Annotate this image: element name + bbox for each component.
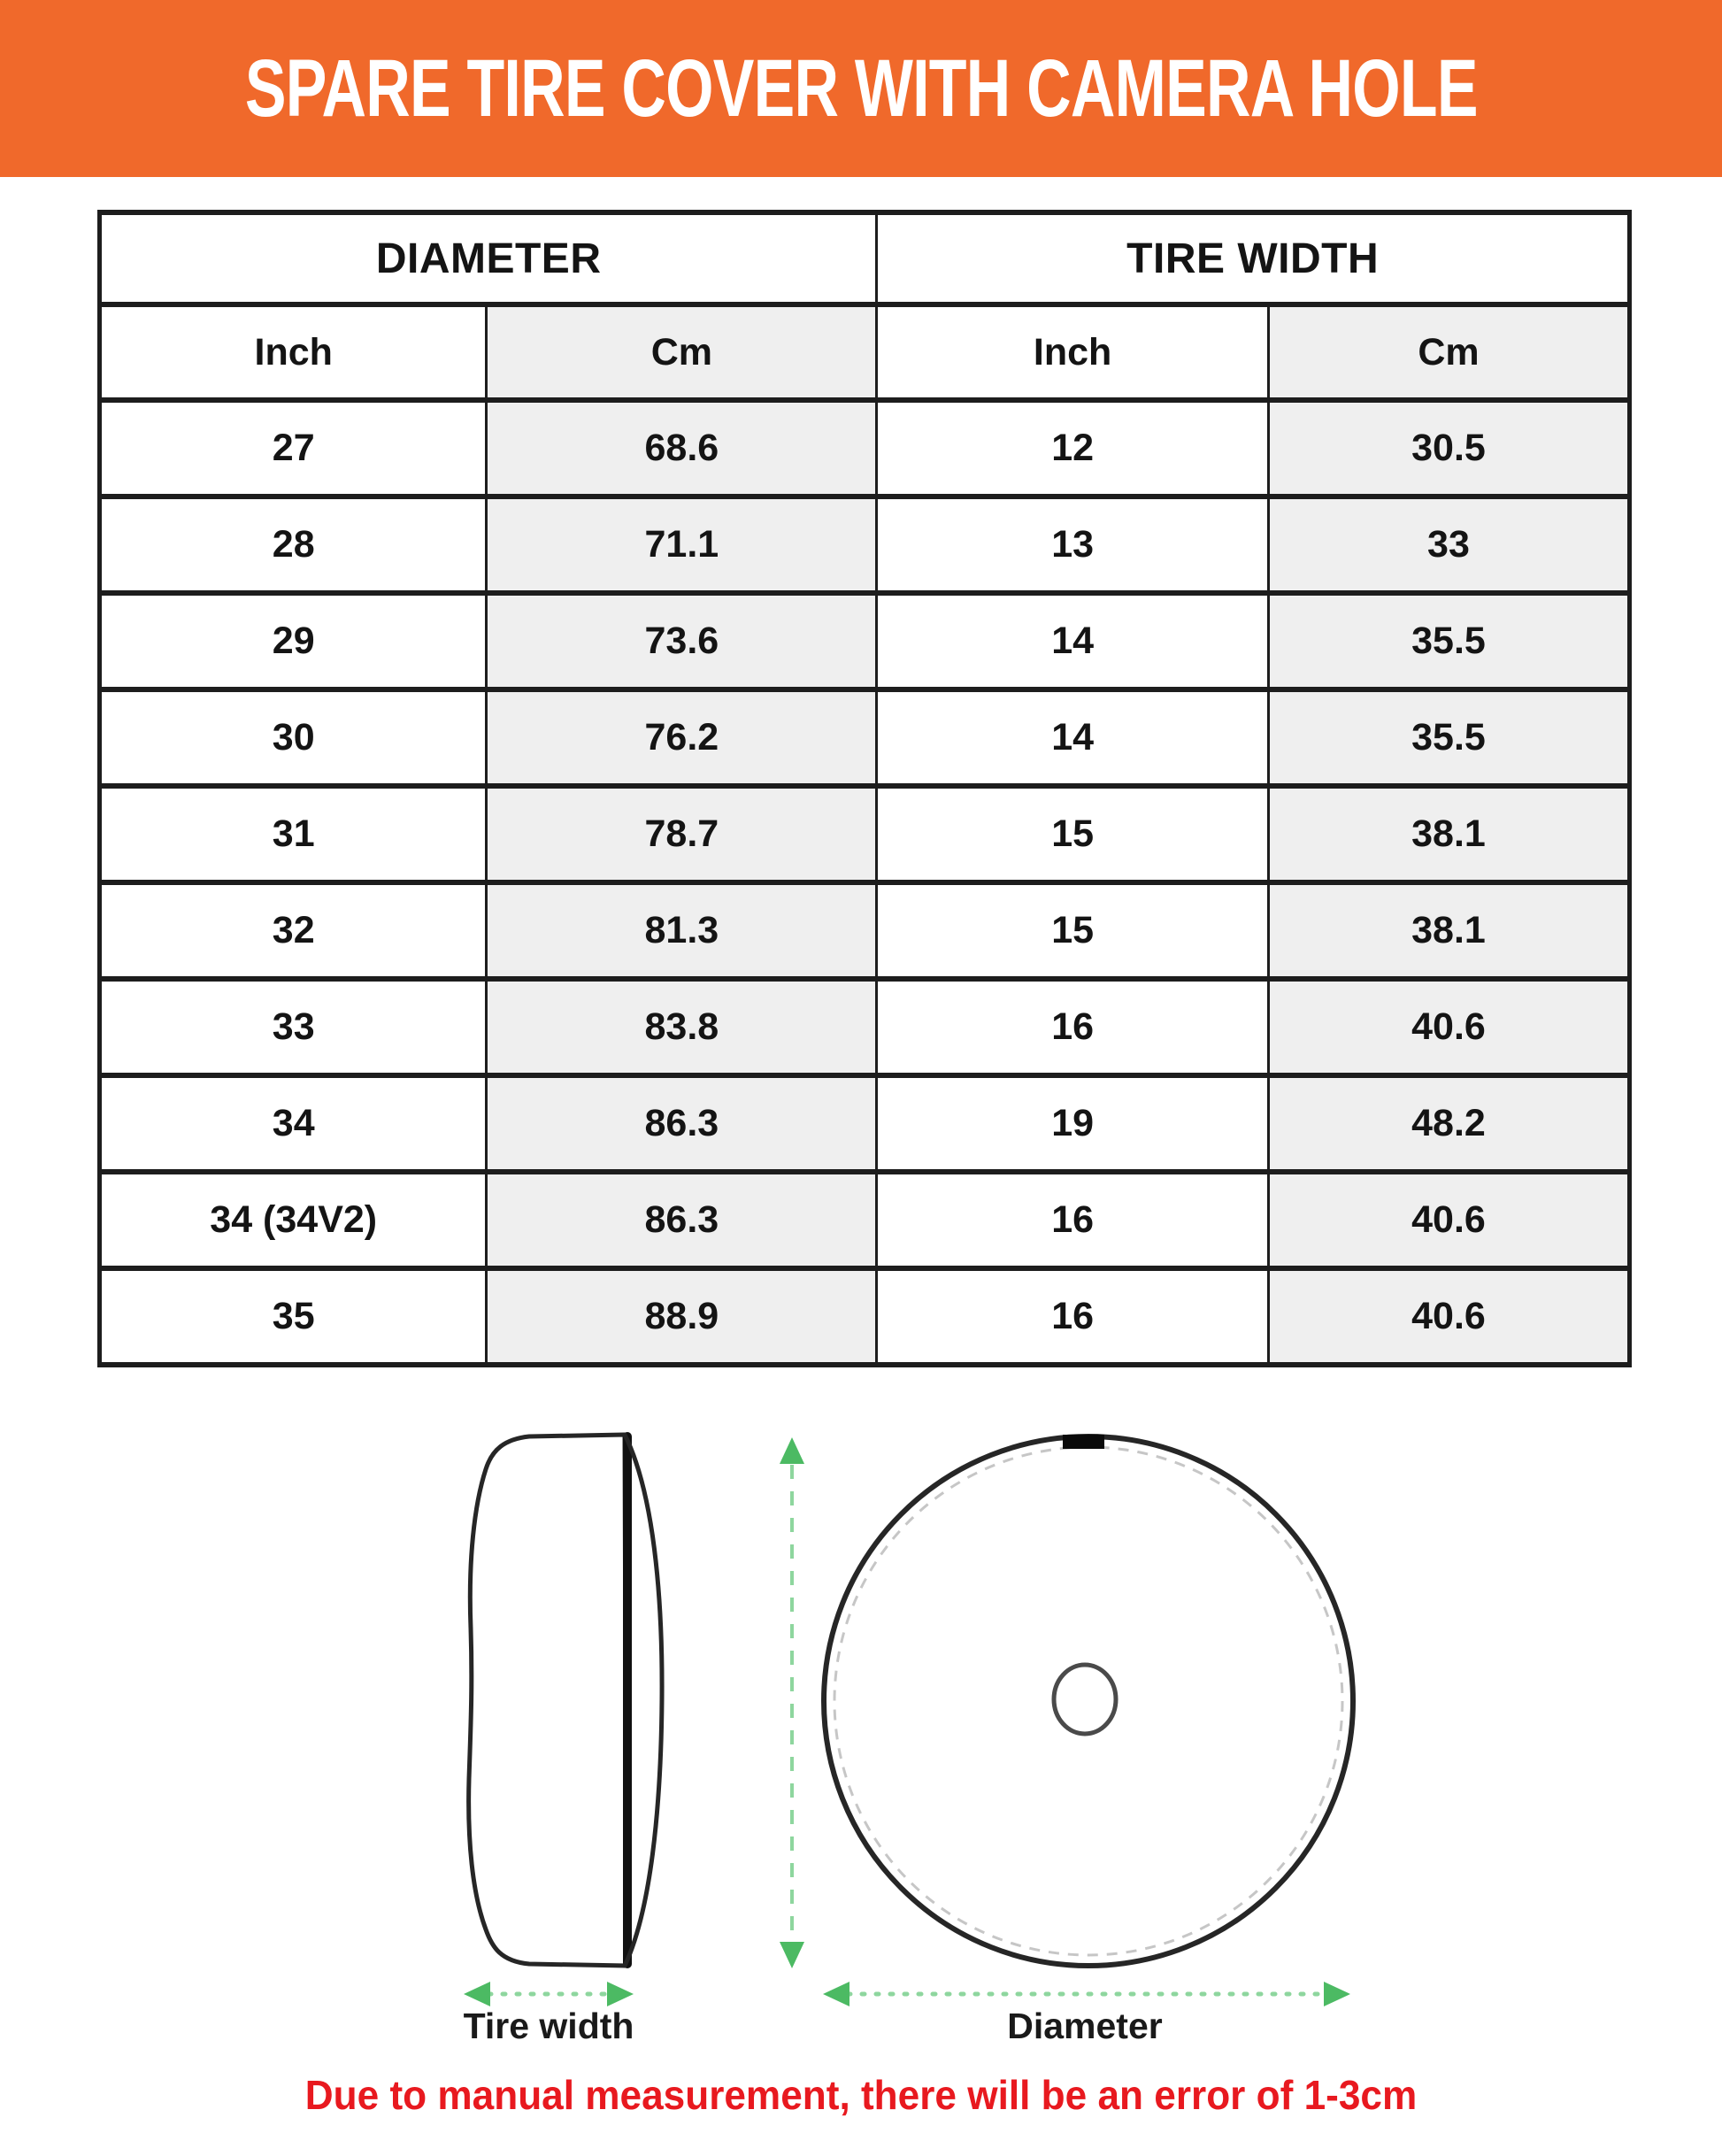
tire-front-view-icon — [824, 1435, 1353, 1966]
table-cell: 78.7 — [487, 786, 877, 882]
column-header-diameter-inch: Inch — [100, 304, 487, 400]
column-header-width-cm: Cm — [1268, 304, 1629, 400]
arrow-right-icon — [607, 1982, 634, 2006]
table-cell: 30 — [100, 689, 487, 786]
table-row — [100, 593, 1630, 689]
table-cell: 34 — [100, 1075, 487, 1172]
tire-width-arrow — [464, 1982, 634, 2006]
table-row — [100, 689, 1630, 786]
table-cell: 16 — [877, 1172, 1269, 1268]
table-cell: 35 — [100, 1268, 487, 1365]
table-row — [100, 882, 1630, 979]
table-cell: 27 — [100, 400, 487, 497]
table-cell: 12 — [877, 400, 1269, 497]
table-cell: 71.1 — [487, 497, 877, 593]
table-row — [100, 979, 1630, 1075]
table-cell: 14 — [877, 689, 1269, 786]
vertical-diameter-arrow — [780, 1437, 804, 1968]
table-row — [100, 1172, 1630, 1268]
arrow-left-icon — [823, 1982, 849, 2006]
table-row — [100, 1268, 1630, 1365]
table-cell: 35.5 — [1268, 689, 1629, 786]
camera-hole — [1054, 1665, 1116, 1734]
tire-side-body — [469, 1435, 627, 1966]
table-row — [100, 1075, 1630, 1172]
table-row — [100, 497, 1630, 593]
table-cell: 31 — [100, 786, 487, 882]
table-cell: 83.8 — [487, 979, 877, 1075]
table-cell: 33 — [100, 979, 487, 1075]
table-cell: 38.1 — [1268, 786, 1629, 882]
table-cell: 28 — [100, 497, 487, 593]
table-cell: 32 — [100, 882, 487, 979]
table-cell: 86.3 — [487, 1075, 877, 1172]
diameter-arrow — [823, 1982, 1350, 2006]
table-cell: 35.5 — [1268, 593, 1629, 689]
table-cell: 13 — [877, 497, 1269, 593]
table-cell: 29 — [100, 593, 487, 689]
diameter-label: Diameter — [1007, 2006, 1163, 2046]
arrow-down-icon — [780, 1942, 804, 1968]
table-cell: 16 — [877, 979, 1269, 1075]
size-table — [97, 210, 1632, 1367]
table-row — [100, 786, 1630, 882]
table-row — [100, 400, 1630, 497]
table-cell: 81.3 — [487, 882, 877, 979]
table-cell: 76.2 — [487, 689, 877, 786]
table-cell: 88.9 — [487, 1268, 877, 1365]
table-cell: 14 — [877, 593, 1269, 689]
table-subheader-row — [100, 304, 1630, 400]
tire-side-view-icon — [469, 1435, 662, 1966]
table-cell: 48.2 — [1268, 1075, 1629, 1172]
column-group-diameter: DIAMETER — [100, 212, 877, 304]
column-header-width-inch: Inch — [877, 304, 1269, 400]
table-cell: 40.6 — [1268, 1172, 1629, 1268]
table-cell: 19 — [877, 1075, 1269, 1172]
column-group-tire-width: TIRE WIDTH — [877, 212, 1630, 304]
table-cell: 68.6 — [487, 400, 877, 497]
table-cell: 86.3 — [487, 1172, 877, 1268]
measurement-note: Due to manual measurement, there will be an error of 1-3cm — [304, 2072, 1418, 2118]
arrow-up-icon — [780, 1437, 804, 1464]
column-header-diameter-cm: Cm — [487, 304, 877, 400]
table-cell: 40.6 — [1268, 979, 1629, 1075]
table-cell: 73.6 — [487, 593, 877, 689]
table-cell: 38.1 — [1268, 882, 1629, 979]
table-cell: 15 — [877, 786, 1269, 882]
page-title: SPARE TIRE COVER WITH CAMERA HOLE — [244, 42, 1478, 134]
size-table-body — [100, 400, 1630, 1365]
table-cell: 34 (34V2) — [100, 1172, 487, 1268]
header-banner — [0, 0, 1722, 177]
table-cell: 15 — [877, 882, 1269, 979]
table-cell: 16 — [877, 1268, 1269, 1365]
arrow-right-icon — [1324, 1982, 1350, 2006]
table-cell: 33 — [1268, 497, 1629, 593]
valve-notch — [1063, 1435, 1104, 1449]
tire-width-label: Tire width — [463, 2006, 634, 2046]
measurement-diagram — [0, 1398, 1722, 2071]
table-cell: 40.6 — [1268, 1268, 1629, 1365]
arrow-left-icon — [464, 1982, 490, 2006]
table-group-header-row — [100, 212, 1630, 304]
table-cell: 30.5 — [1268, 400, 1629, 497]
